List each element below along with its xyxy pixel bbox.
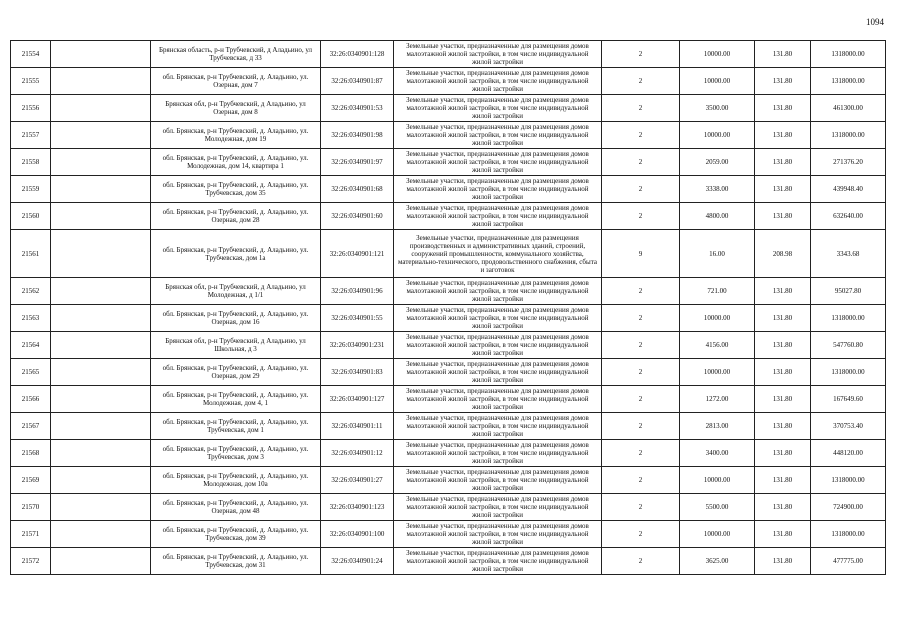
table-body (11, 41, 886, 575)
use-code-cell: 2 (602, 548, 680, 575)
table-row (11, 467, 886, 494)
use-code-cell: 2 (602, 467, 680, 494)
cadastral-number-cell: 32:26:0340901:87 (321, 68, 394, 95)
table-row (11, 413, 886, 440)
record-number-cell: 21570 (11, 494, 51, 521)
rate-cell: 131.80 (755, 203, 811, 230)
cadastral-number-cell: 32:26:0340901:83 (321, 359, 394, 386)
use-code-cell: 9 (602, 230, 680, 278)
cadastral-value-cell: 1318000.00 (811, 521, 886, 548)
rate-cell: 131.80 (755, 359, 811, 386)
land-use-cell: Земельные участки, предназначенные для размещения домов малоэтажной жилой застройки, в том числе индивидуальной жилой застройки (394, 386, 602, 413)
record-number-cell: 21566 (11, 386, 51, 413)
use-code-cell: 2 (602, 332, 680, 359)
land-use-cell: Земельные участки, предназначенные для размещения домов малоэтажной жилой застройки, в том числе индивидуальной жилой застройки (394, 305, 602, 332)
land-use-cell: Земельные участки, предназначенные для размещения домов малоэтажной жилой застройки, в том числе индивидуальной жилой застройки (394, 68, 602, 95)
use-code-cell: 2 (602, 176, 680, 203)
cadastral-value-cell: 477775.00 (811, 548, 886, 575)
land-use-cell: Земельные участки, предназначенные для размещения домов малоэтажной жилой застройки, в том числе индивидуальной жилой застройки (394, 521, 602, 548)
rate-cell: 131.80 (755, 494, 811, 521)
spacer-cell (51, 494, 151, 521)
cadastral-value-cell: 3343.68 (811, 230, 886, 278)
table-row (11, 68, 886, 95)
land-use-cell: Земельные участки, предназначенные для размещения домов малоэтажной жилой застройки, в том числе индивидуальной жилой застройки (394, 332, 602, 359)
land-use-cell: Земельные участки, предназначенные для размещения домов малоэтажной жилой застройки, в том числе индивидуальной жилой застройки (394, 548, 602, 575)
spacer-cell (51, 149, 151, 176)
address-cell: обл. Брянская, р-н Трубчевский, д. Аладьино, ул. Трубчевская, дом 35 (151, 176, 321, 203)
address-cell: обл. Брянская, р-н Трубчевский, д. Аладьино, ул. Озерная, дом 28 (151, 203, 321, 230)
rate-cell: 131.80 (755, 122, 811, 149)
rate-cell: 208.98 (755, 230, 811, 278)
address-cell: обл. Брянская, р-н Трубчевский, д. Аладьино, ул. Трубчевская, дом 3 (151, 440, 321, 467)
cadastral-value-cell: 461300.00 (811, 95, 886, 122)
cadastral-number-cell: 32:26:0340901:24 (321, 548, 394, 575)
use-code-cell: 2 (602, 203, 680, 230)
address-cell: обл. Брянская, р-н Трубчевский, д. Аладьино, ул. Озерная, дом 29 (151, 359, 321, 386)
land-use-cell: Земельные участки, предназначенные для размещения домов малоэтажной жилой застройки, в том числе индивидуальной жилой застройки (394, 467, 602, 494)
cadastral-value-cell: 1318000.00 (811, 467, 886, 494)
record-number-cell: 21555 (11, 68, 51, 95)
cadastral-number-cell: 32:26:0340901:123 (321, 494, 394, 521)
rate-cell: 131.80 (755, 548, 811, 575)
use-code-cell: 2 (602, 278, 680, 305)
table-row (11, 521, 886, 548)
rate-cell: 131.80 (755, 521, 811, 548)
area-cell: 721.00 (680, 278, 755, 305)
address-cell: Брянская обл, р-н Трубчевский, д Аладьино, ул Молодежная, д 1/1 (151, 278, 321, 305)
cadastral-value-cell: 95027.80 (811, 278, 886, 305)
area-cell: 1272.00 (680, 386, 755, 413)
cadastral-number-cell: 32:26:0340901:231 (321, 332, 394, 359)
address-cell: обл. Брянская, р-н Трубчевский, д. Аладьино, ул. Молодежная, дом 10а (151, 467, 321, 494)
cadastral-number-cell: 32:26:0340901:96 (321, 278, 394, 305)
cadastral-number-cell: 32:26:0340901:100 (321, 521, 394, 548)
rate-cell: 131.80 (755, 386, 811, 413)
address-cell: обл. Брянская, р-н Трубчевский, д. Аладьино, ул. Озерная, дом 16 (151, 305, 321, 332)
land-registry-table (10, 40, 886, 575)
land-use-cell: Земельные участки, предназначенные для размещения домов малоэтажной жилой застройки, в том числе индивидуальной жилой застройки (394, 278, 602, 305)
page-number: 1094 (866, 17, 884, 27)
use-code-cell: 2 (602, 41, 680, 68)
cadastral-value-cell: 370753.40 (811, 413, 886, 440)
rate-cell: 131.80 (755, 176, 811, 203)
record-number-cell: 21571 (11, 521, 51, 548)
cadastral-number-cell: 32:26:0340901:60 (321, 203, 394, 230)
area-cell: 3625.00 (680, 548, 755, 575)
table-row (11, 548, 886, 575)
land-use-cell: Земельные участки, предназначенные для размещения домов малоэтажной жилой застройки, в том числе индивидуальной жилой застройки (394, 413, 602, 440)
spacer-cell (51, 68, 151, 95)
address-cell: обл. Брянская, р-н Трубчевский, д. Аладьино, ул. Трубчевская, дом 1 (151, 413, 321, 440)
land-use-cell: Земельные участки, предназначенные для размещения домов малоэтажной жилой застройки, в том числе индивидуальной жилой застройки (394, 359, 602, 386)
area-cell: 2813.00 (680, 413, 755, 440)
spacer-cell (51, 332, 151, 359)
table-row (11, 386, 886, 413)
cadastral-number-cell: 32:26:0340901:68 (321, 176, 394, 203)
rate-cell: 131.80 (755, 41, 811, 68)
record-number-cell: 21564 (11, 332, 51, 359)
table-row (11, 176, 886, 203)
land-use-cell: Земельные участки, предназначенные для размещения домов малоэтажной жилой застройки, в том числе индивидуальной жилой застройки (394, 440, 602, 467)
record-number-cell: 21560 (11, 203, 51, 230)
record-number-cell: 21558 (11, 149, 51, 176)
cadastral-value-cell: 724900.00 (811, 494, 886, 521)
land-use-cell: Земельные участки, предназначенные для размещения домов малоэтажной жилой застройки, в том числе индивидуальной жилой застройки (394, 95, 602, 122)
spacer-cell (51, 230, 151, 278)
area-cell: 10000.00 (680, 68, 755, 95)
rate-cell: 131.80 (755, 149, 811, 176)
spacer-cell (51, 305, 151, 332)
address-cell: обл. Брянская, р-н Трубчевский, д. Аладьино, ул. Озерная, дом 7 (151, 68, 321, 95)
address-cell: обл. Брянская, р-н Трубчевский, д. Аладьино, ул. Трубчевская, дом 39 (151, 521, 321, 548)
area-cell: 10000.00 (680, 41, 755, 68)
area-cell: 5500.00 (680, 494, 755, 521)
table-row (11, 149, 886, 176)
use-code-cell: 2 (602, 413, 680, 440)
table-row (11, 494, 886, 521)
land-use-cell: Земельные участки, предназначенные для размещения домов малоэтажной жилой застройки, в том числе индивидуальной жилой застройки (394, 122, 602, 149)
land-use-cell: Земельные участки, предназначенные для размещения производственных и административных зданий, строений, сооружений промышленности, коммунального хозяйства, материально-технического, продовольственного снабжения, сбыта и заготовок (394, 230, 602, 278)
cadastral-value-cell: 547760.80 (811, 332, 886, 359)
spacer-cell (51, 413, 151, 440)
area-cell: 10000.00 (680, 467, 755, 494)
cadastral-value-cell: 632640.00 (811, 203, 886, 230)
area-cell: 2059.00 (680, 149, 755, 176)
cadastral-value-cell: 167649.60 (811, 386, 886, 413)
table-row (11, 332, 886, 359)
record-number-cell: 21561 (11, 230, 51, 278)
spacer-cell (51, 95, 151, 122)
use-code-cell: 2 (602, 68, 680, 95)
record-number-cell: 21569 (11, 467, 51, 494)
cadastral-value-cell: 1318000.00 (811, 305, 886, 332)
table-row (11, 203, 886, 230)
record-number-cell: 21559 (11, 176, 51, 203)
use-code-cell: 2 (602, 95, 680, 122)
spacer-cell (51, 467, 151, 494)
record-number-cell: 21563 (11, 305, 51, 332)
table-row (11, 230, 886, 278)
cadastral-value-cell: 271376.20 (811, 149, 886, 176)
area-cell: 10000.00 (680, 305, 755, 332)
cadastral-number-cell: 32:26:0340901:55 (321, 305, 394, 332)
cadastral-number-cell: 32:26:0340901:98 (321, 122, 394, 149)
area-cell: 3338.00 (680, 176, 755, 203)
spacer-cell (51, 521, 151, 548)
area-cell: 4800.00 (680, 203, 755, 230)
spacer-cell (51, 176, 151, 203)
area-cell: 10000.00 (680, 359, 755, 386)
use-code-cell: 2 (602, 305, 680, 332)
use-code-cell: 2 (602, 440, 680, 467)
address-cell: обл. Брянская, р-н Трубчевский, д. Аладьино, ул. Молодежная, дом 4, 1 (151, 386, 321, 413)
land-use-cell: Земельные участки, предназначенные для размещения домов малоэтажной жилой застройки, в том числе индивидуальной жилой застройки (394, 203, 602, 230)
land-use-cell: Земельные участки, предназначенные для размещения домов малоэтажной жилой застройки, в том числе индивидуальной жилой застройки (394, 41, 602, 68)
rate-cell: 131.80 (755, 68, 811, 95)
cadastral-number-cell: 32:26:0340901:27 (321, 467, 394, 494)
cadastral-value-cell: 1318000.00 (811, 41, 886, 68)
land-use-cell: Земельные участки, предназначенные для размещения домов малоэтажной жилой застройки, в том числе индивидуальной жилой застройки (394, 494, 602, 521)
rate-cell: 131.80 (755, 467, 811, 494)
cadastral-number-cell: 32:26:0340901:12 (321, 440, 394, 467)
table-row (11, 278, 886, 305)
record-number-cell: 21568 (11, 440, 51, 467)
cadastral-number-cell: 32:26:0340901:53 (321, 95, 394, 122)
table-row (11, 305, 886, 332)
address-cell: Брянская область, р-н Трубчевский, д Аладьино, ул Трубчевская, д 33 (151, 41, 321, 68)
table-row (11, 95, 886, 122)
spacer-cell (51, 386, 151, 413)
rate-cell: 131.80 (755, 332, 811, 359)
use-code-cell: 2 (602, 521, 680, 548)
address-cell: обл. Брянская, р-н Трубчевский, д. Аладьино, ул. Трубчевская, дом 31 (151, 548, 321, 575)
record-number-cell: 21572 (11, 548, 51, 575)
cadastral-number-cell: 32:26:0340901:127 (321, 386, 394, 413)
use-code-cell: 2 (602, 359, 680, 386)
spacer-cell (51, 440, 151, 467)
rate-cell: 131.80 (755, 95, 811, 122)
area-cell: 10000.00 (680, 521, 755, 548)
cadastral-number-cell: 32:26:0340901:11 (321, 413, 394, 440)
use-code-cell: 2 (602, 386, 680, 413)
use-code-cell: 2 (602, 149, 680, 176)
address-cell: Брянская обл, р-н Трубчевский, д Аладьино, ул Озерная, дом 8 (151, 95, 321, 122)
land-use-cell: Земельные участки, предназначенные для размещения домов малоэтажной жилой застройки, в том числе индивидуальной жилой застройки (394, 149, 602, 176)
rate-cell: 131.80 (755, 440, 811, 467)
spacer-cell (51, 122, 151, 149)
spacer-cell (51, 359, 151, 386)
cadastral-value-cell: 448120.00 (811, 440, 886, 467)
spacer-cell (51, 203, 151, 230)
spacer-cell (51, 278, 151, 305)
area-cell: 16.00 (680, 230, 755, 278)
spacer-cell (51, 548, 151, 575)
area-cell: 10000.00 (680, 122, 755, 149)
record-number-cell: 21556 (11, 95, 51, 122)
address-cell: Брянская обл, р-н Трубчевский, д Аладьино, ул Школьная, д 3 (151, 332, 321, 359)
address-cell: обл. Брянская, р-н Трубчевский, д. Аладьино, ул. Озерная, дом 48 (151, 494, 321, 521)
rate-cell: 131.80 (755, 413, 811, 440)
rate-cell: 131.80 (755, 278, 811, 305)
cadastral-number-cell: 32:26:0340901:128 (321, 41, 394, 68)
use-code-cell: 2 (602, 494, 680, 521)
record-number-cell: 21565 (11, 359, 51, 386)
cadastral-number-cell: 32:26:0340901:121 (321, 230, 394, 278)
table-row (11, 440, 886, 467)
address-cell: обл. Брянская, р-н Трубчевский, д. Аладьино, ул. Молодежная, дом 14, квартира 1 (151, 149, 321, 176)
area-cell: 4156.00 (680, 332, 755, 359)
table-row (11, 122, 886, 149)
use-code-cell: 2 (602, 122, 680, 149)
record-number-cell: 21557 (11, 122, 51, 149)
land-use-cell: Земельные участки, предназначенные для размещения домов малоэтажной жилой застройки, в том числе индивидуальной жилой застройки (394, 176, 602, 203)
record-number-cell: 21567 (11, 413, 51, 440)
record-number-cell: 21554 (11, 41, 51, 68)
cadastral-value-cell: 439948.40 (811, 176, 886, 203)
address-cell: обл. Брянская, р-н Трубчевский, д. Аладьино, ул. Молодежная, дом 19 (151, 122, 321, 149)
address-cell: обл. Брянская, р-н Трубчевский, д. Аладьино, ул. Трубчевская, дом 1а (151, 230, 321, 278)
rate-cell: 131.80 (755, 305, 811, 332)
record-number-cell: 21562 (11, 278, 51, 305)
area-cell: 3500.00 (680, 95, 755, 122)
spacer-cell (51, 41, 151, 68)
area-cell: 3400.00 (680, 440, 755, 467)
table-row (11, 41, 886, 68)
cadastral-value-cell: 1318000.00 (811, 359, 886, 386)
cadastral-value-cell: 1318000.00 (811, 68, 886, 95)
cadastral-number-cell: 32:26:0340901:97 (321, 149, 394, 176)
table-row (11, 359, 886, 386)
cadastral-value-cell: 1318000.00 (811, 122, 886, 149)
